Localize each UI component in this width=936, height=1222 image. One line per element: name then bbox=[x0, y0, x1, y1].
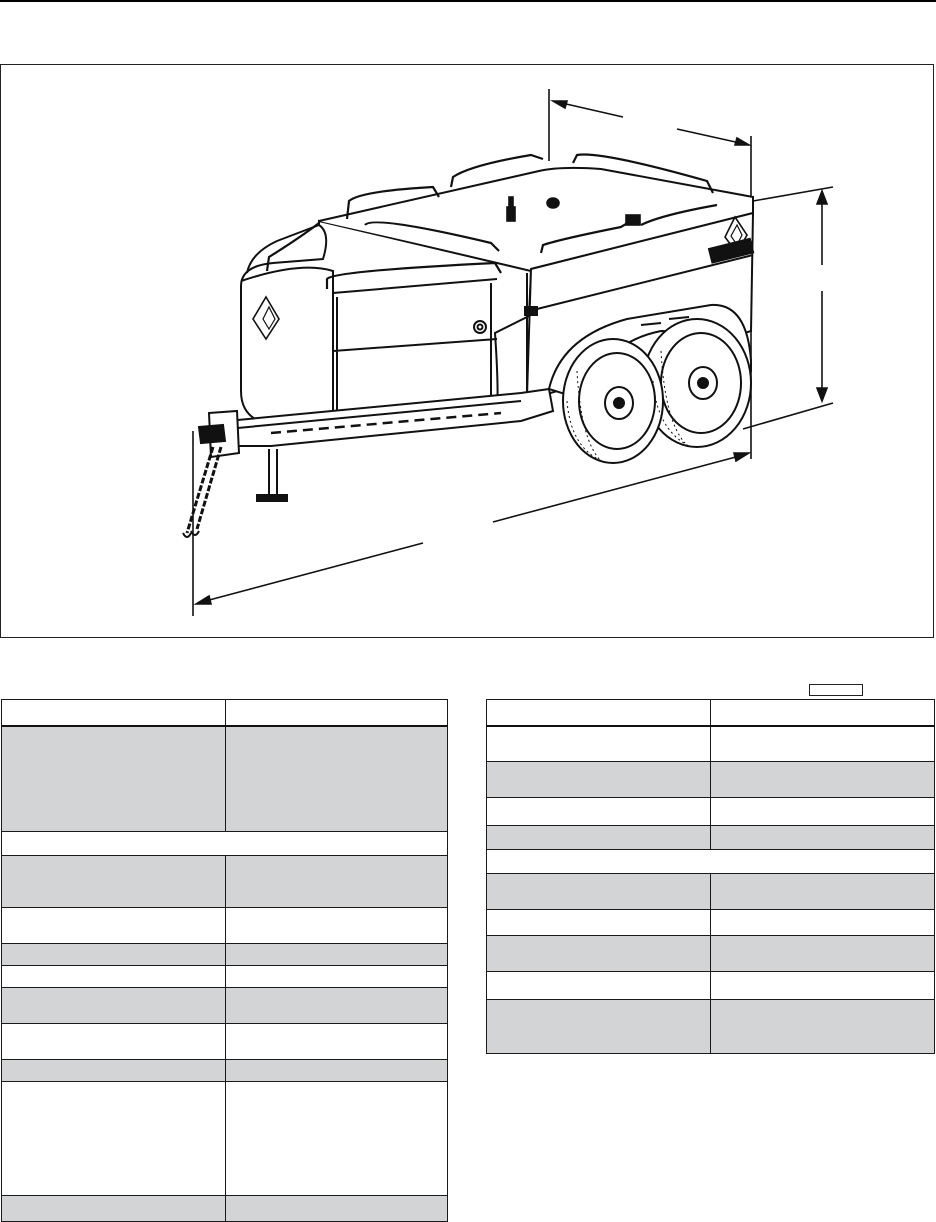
table-cell bbox=[226, 726, 448, 832]
table-row bbox=[487, 936, 935, 972]
height-dimension bbox=[743, 187, 833, 429]
table-cell bbox=[226, 1060, 448, 1082]
table-cell bbox=[711, 762, 935, 798]
table-cell bbox=[711, 798, 935, 826]
table-cell bbox=[2, 856, 226, 908]
table-row bbox=[2, 1060, 448, 1082]
table-cell bbox=[2, 726, 226, 832]
table-cell bbox=[711, 910, 935, 936]
table-row bbox=[487, 798, 935, 826]
header-row bbox=[487, 700, 935, 726]
table-row bbox=[2, 726, 448, 832]
table-cell bbox=[226, 1082, 448, 1196]
table-cell bbox=[226, 856, 448, 908]
table-cell bbox=[2, 1024, 226, 1060]
table-row bbox=[487, 762, 935, 798]
table-cell bbox=[226, 966, 448, 988]
spec-table-left-body bbox=[2, 700, 448, 1222]
table-row bbox=[487, 972, 935, 1000]
table-cell bbox=[711, 874, 935, 910]
table-cell bbox=[2, 966, 226, 988]
table-cell bbox=[2, 1196, 226, 1222]
table-cell bbox=[487, 826, 711, 850]
table-cell bbox=[487, 726, 711, 762]
table-cell bbox=[226, 988, 448, 1024]
table-cell bbox=[2, 944, 226, 966]
trailer-drawing bbox=[1, 65, 935, 639]
table-cell bbox=[487, 972, 711, 1000]
table-cell bbox=[487, 700, 711, 726]
table-cell bbox=[226, 944, 448, 966]
table-cell bbox=[711, 972, 935, 1000]
header-row bbox=[2, 700, 448, 726]
table-row bbox=[2, 1196, 448, 1222]
trailer-figure bbox=[0, 64, 934, 638]
spec-table-right-body bbox=[487, 700, 935, 1054]
table-cell bbox=[226, 908, 448, 944]
table-cell bbox=[226, 1196, 448, 1222]
table-row bbox=[487, 910, 935, 936]
table-cell bbox=[2, 832, 448, 856]
wheel-front bbox=[563, 339, 663, 463]
spec-table-left bbox=[1, 699, 448, 1222]
table-cell bbox=[487, 762, 711, 798]
table-cell bbox=[487, 798, 711, 826]
figure-label-box bbox=[809, 684, 863, 696]
table-row bbox=[2, 908, 448, 944]
table-cell bbox=[226, 1024, 448, 1060]
table-row bbox=[487, 1000, 935, 1054]
table-row bbox=[2, 856, 448, 908]
table-cell bbox=[2, 700, 226, 726]
table-cell bbox=[2, 1060, 226, 1082]
section-row bbox=[2, 832, 448, 856]
trailer-frame bbox=[183, 389, 553, 537]
table-cell bbox=[711, 726, 935, 762]
table-cell bbox=[487, 936, 711, 972]
table-row bbox=[487, 726, 935, 762]
top-rule bbox=[0, 0, 936, 2]
table-cell bbox=[2, 1082, 226, 1196]
table-cell bbox=[487, 874, 711, 910]
table-row bbox=[2, 966, 448, 988]
section-row bbox=[487, 850, 935, 874]
table-cell bbox=[487, 1000, 711, 1054]
table-row bbox=[487, 826, 935, 850]
table-cell bbox=[226, 700, 448, 726]
table-row bbox=[2, 988, 448, 1024]
table-cell bbox=[711, 936, 935, 972]
spec-table-right bbox=[486, 699, 935, 1054]
table-row bbox=[2, 1082, 448, 1196]
table-row bbox=[2, 1024, 448, 1060]
table-row bbox=[2, 944, 448, 966]
table-row bbox=[487, 874, 935, 910]
table-cell bbox=[711, 1000, 935, 1054]
table-cell bbox=[2, 988, 226, 1024]
table-cell bbox=[711, 826, 935, 850]
table-cell bbox=[487, 850, 935, 874]
table-cell bbox=[487, 910, 711, 936]
table-cell bbox=[711, 700, 935, 726]
table-cell bbox=[2, 908, 226, 944]
